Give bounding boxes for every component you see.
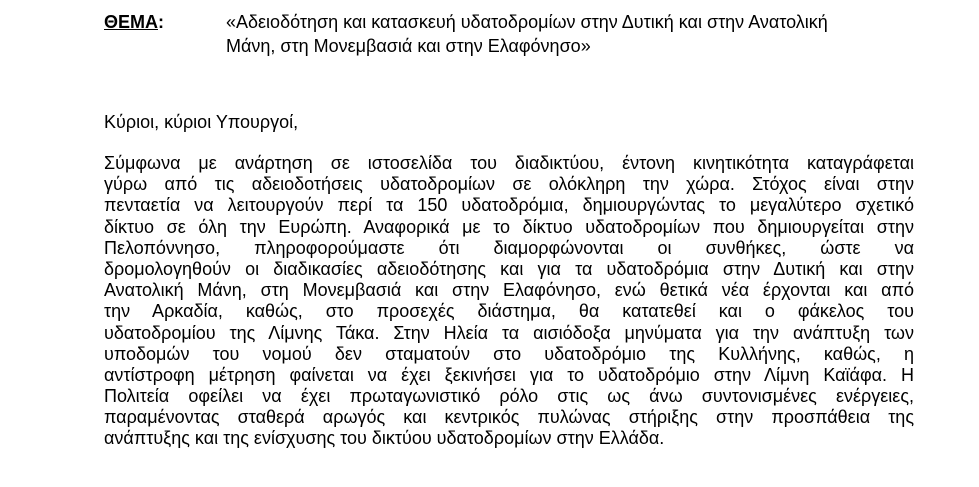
- body-line: Πελοπόννησο, πληροφορούμαστε ότι διαμορφώνονται οι συνθήκες, ώστε να: [104, 237, 914, 258]
- body-line: Σύμφωνα με ανάρτηση σε ιστοσελίδα του διαδικτύου, έντονη κινητικότητα καταγράφεται: [104, 153, 914, 173]
- subject-label: [104, 10, 164, 34]
- body-line: πενταετία να λειτουργούν περί τα 150 υδατοδρόμια, δημιουργώντας το μεγαλύτερο σχετικό: [104, 195, 914, 216]
- body-line: παραμένοντας σταθερά αρωγός και κεντρικός πυλώνας στήριξης στην προσπάθεια της: [104, 407, 914, 428]
- body-line: Ανατολική Μάνη, στη Μονεμβασιά και στην Ελαφόνησο, ενώ θετικά νέα έρχονται και από: [104, 280, 914, 301]
- subject-text: [226, 10, 916, 58]
- subject-text-line: Μάνη, στη Μονεμβασιά και στην Ελαφόνησο»: [226, 36, 591, 56]
- salutation: Κύριοι, κύριοι Υπουργοί,: [104, 112, 299, 132]
- subject-label-text: ΘΕΜΑ: [104, 12, 158, 32]
- subject-label-colon: :: [158, 12, 164, 32]
- body-line: δρομολογηθούν οι διαδικασίες αδειοδότησης και για τα υδατοδρόμια στην Δυτική και στην: [104, 258, 914, 279]
- body-line: αντίστροφη μέτρηση φαίνεται να έχει ξεκινήσει για το υδατοδρόμιο στην Λίμνη Καϊάφα. Η: [104, 364, 914, 385]
- body-line: γύρω από τις αδειοδοτήσεις υδατοδρομίων σε ολόκληρη την χώρα. Στόχος είναι στην: [104, 174, 914, 195]
- subject-row: [104, 10, 924, 70]
- body-line: δίκτυο σε όλη την Ευρώπη. Αναφορικά με το δίκτυο υδατοδρομίων που δημιουργείται στην: [104, 216, 914, 237]
- body-line: υποδομών του νομού δεν σταματούν στο υδατοδρόμιο της Κυλλήνης, καθώς, η: [104, 343, 914, 364]
- body-paragraph: [104, 153, 914, 450]
- body-line: την Αρκαδία, καθώς, στο προσεχές διάστημα, θα κατατεθεί και ο φάκελος του: [104, 301, 914, 322]
- body-line: υδατοδρομίου της Λίμνης Τάκα. Στην Ηλεία τα αισιόδοξα μηνύματα για την ανάπτυξη των: [104, 322, 914, 343]
- subject-text-line: «Αδειοδότηση και κατασκευή υδατοδρομίων στην Δυτική και στην Ανατολική: [226, 12, 828, 32]
- body-line: Πολιτεία οφείλει να έχει πρωταγωνιστικό ρόλο στις ως άνω συντονισμένες ενέργειες,: [104, 386, 914, 407]
- body-line: ανάπτυξης και της ενίσχυσης του δικτύου υδατοδρομίων στην Ελλάδα.: [104, 428, 665, 449]
